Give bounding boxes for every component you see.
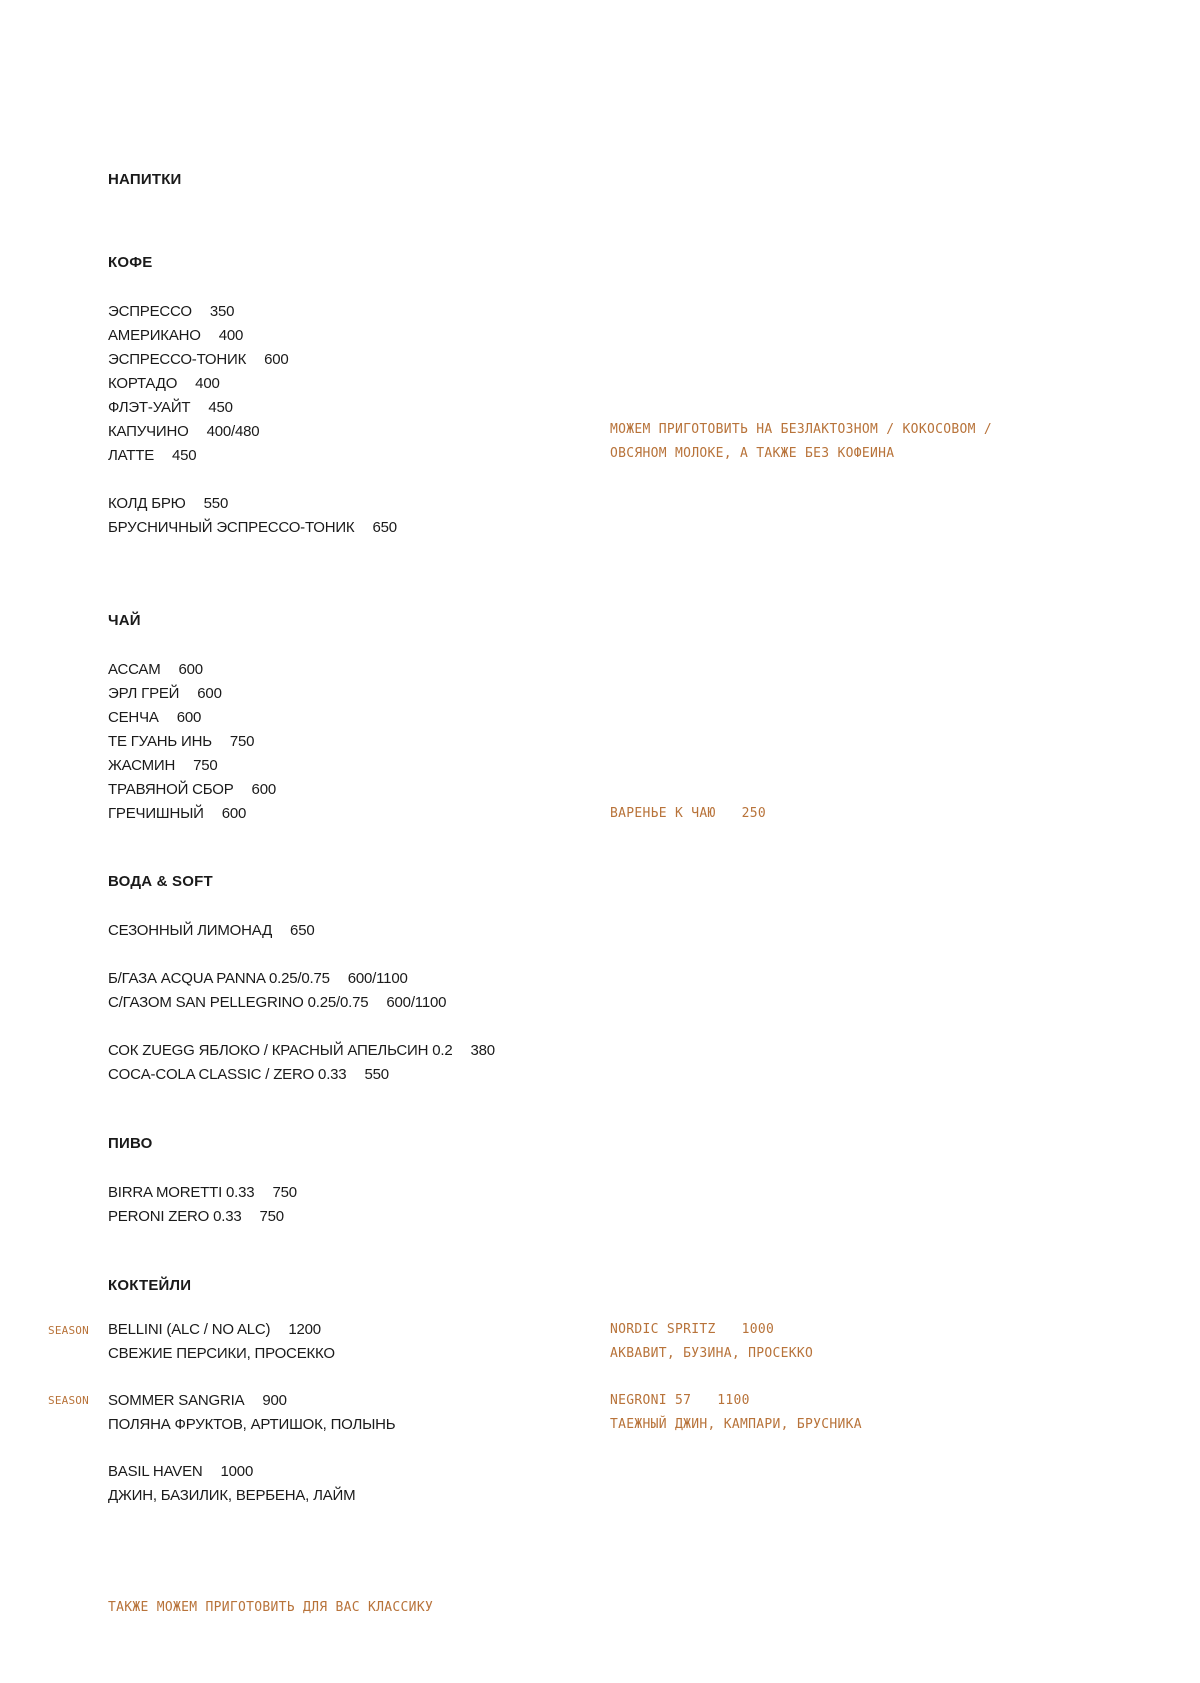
list-item [108,372,397,396]
cocktail-price: 900 [262,1392,287,1409]
item-name: КАПУЧИНО [108,423,189,440]
item-price: 600 [264,351,289,368]
item-price: 550 [203,495,229,512]
item-price: 400/480 [206,423,260,440]
cocktail-description: ТАЕЖНЫЙ ДЖИН, КАМПАРИ, БРУСНИКА [610,1417,862,1432]
cocktail-name: NORDIC SPRITZ [610,1322,716,1337]
item-name: ТЕ ГУАНЬ ИНЬ [108,733,212,750]
list-item [108,967,495,991]
item-name: BIRRA MORETTI 0.33 [108,1184,255,1201]
item-name: ТРАВЯНОЙ СБОР [108,781,234,798]
item-price: 600 [251,781,276,798]
item-price: 400 [218,327,244,344]
item-price: 450 [172,447,197,464]
list-item [108,324,397,348]
item-name: АМЕРИКАНО [108,327,201,344]
section-heading-cocktails: КОКТЕЙЛИ [108,1277,192,1294]
item-name: ГРЕЧИШНЫЙ [108,805,204,822]
list-item [108,919,495,943]
list-item [108,300,397,324]
item-price: 750 [229,733,255,750]
item-name: ЭРЛ ГРЕЙ [108,685,180,702]
item-name: ЭСПРЕССО-ТОНИК [108,351,247,368]
list-item [108,516,397,540]
list-item [108,706,276,730]
list-item [108,658,276,682]
cocktail-title [610,1318,862,1342]
item-price: 600 [197,685,222,702]
item-price: 600 [176,709,202,726]
cocktail-description: СВЕЖИЕ ПЕРСИКИ, ПРОСЕККО [108,1345,335,1362]
item-name: PERONI ZERO 0.33 [108,1208,242,1225]
milk-note-line: МОЖЕМ ПРИГОТОВИТЬ НА БЕЗЛАКТОЗНОМ / КОКОСОВОМ / [610,422,992,437]
item-price: 750 [259,1208,284,1225]
item-name: СЕНЧА [108,709,159,726]
cocktail-price: 1200 [288,1321,321,1338]
list-item [108,1063,495,1087]
item-name: СЕЗОННЫЙ ЛИМОНАД [108,922,273,939]
cocktail-title [108,1318,395,1342]
item-name: БРУСНИЧНЫЙ ЭСПРЕССО-ТОНИК [108,519,355,536]
list-item [108,1181,297,1205]
season-badge: SEASON [48,1324,89,1337]
item-name: С/ГАЗОМ SAN PELLEGRINO 0.25/0.75 [108,994,369,1011]
water-list [108,919,495,1087]
list-item [108,778,276,802]
cocktail-description: ПОЛЯНА ФРУКТОВ, АРТИШОК, ПОЛЫНЬ [108,1416,396,1433]
item-name: ФЛЭТ-УАЙТ [108,399,191,416]
tea-list [108,658,276,826]
cocktail-name: BASIL HAVEN [108,1463,203,1480]
item-name: КОЛД БРЮ [108,495,186,512]
list-item [108,420,397,444]
cocktail-right-column [610,1318,862,1437]
list-item [108,348,397,372]
milk-note [610,418,992,466]
item-price: 400 [195,375,220,392]
item-price: 600 [178,661,203,678]
list-item [108,991,495,1015]
item-price: 600/1100 [386,994,447,1011]
section-heading-water: ВОДА & SOFT [108,873,213,890]
list-item [108,1039,495,1063]
list-item [108,492,397,516]
item-price: 600/1100 [347,970,408,987]
cocktail-title [610,1389,862,1413]
item-name: ЭСПРЕССО [108,303,192,320]
cocktail-description: ДЖИН, БАЗИЛИК, ВЕРБЕНА, ЛАЙМ [108,1487,356,1504]
list-item [108,730,276,754]
item-price: 550 [364,1066,389,1083]
cocktail-name: SOMMER SANGRIA [108,1392,245,1409]
list-item [108,802,276,826]
item-price: 650 [290,922,315,939]
item-name: СОК ZUEGG ЯБЛОКО / КРАСНЫЙ АПЕЛЬСИН 0.2 [108,1042,453,1059]
season-badge: SEASON [48,1394,89,1407]
page-title: НАПИТКИ [108,171,182,188]
cocktail-name: NEGRONI 57 [610,1393,692,1408]
section-heading-tea: ЧАЙ [108,612,141,629]
list-item [108,396,397,420]
milk-note-line: ОВСЯНОМ МОЛОКЕ, А ТАКЖЕ БЕЗ КОФЕИНА [610,446,895,461]
item-price: 450 [208,399,233,416]
cocktail-name: BELLINI (ALC / NO ALC) [108,1321,271,1338]
item-price: 650 [372,519,397,536]
item-price: 750 [272,1184,297,1201]
cocktail-left-column [108,1318,395,1508]
item-price: 350 [209,303,235,320]
coffee-list [108,300,397,540]
list-item [108,682,276,706]
item-price: 750 [193,757,218,774]
item-name: АССАМ [108,661,161,678]
cocktail-title [108,1460,395,1484]
cocktail-price: 1000 [741,1322,775,1337]
jam-price: 250 [741,806,767,821]
item-name: ЛАТТЕ [108,447,155,464]
list-item [108,444,397,468]
cocktail-title [108,1389,395,1413]
item-name: COCA-COLA CLASSIC / ZERO 0.33 [108,1066,347,1083]
item-price: 380 [470,1042,495,1059]
cocktail-price: 1000 [220,1463,254,1480]
item-name: ЖАСМИН [108,757,176,774]
jam-note [610,802,766,826]
item-price: 600 [221,805,247,822]
classic-cocktails-note: ТАКЖЕ МОЖЕМ ПРИГОТОВИТЬ ДЛЯ ВАС КЛАССИКУ [108,1600,434,1615]
section-heading-coffee: КОФЕ [108,254,153,271]
list-item [108,1205,297,1229]
section-heading-beer: ПИВО [108,1135,153,1152]
jam-name: ВАРЕНЬЕ К ЧАЮ [610,806,716,821]
list-item [108,754,276,778]
item-name: КОРТАДО [108,375,178,392]
cocktail-description: АКВАВИТ, БУЗИНА, ПРОСЕККО [610,1346,814,1361]
item-name: Б/ГАЗА ACQUA PANNA 0.25/0.75 [108,970,330,987]
beer-list [108,1181,297,1229]
cocktail-price: 1100 [717,1393,750,1408]
